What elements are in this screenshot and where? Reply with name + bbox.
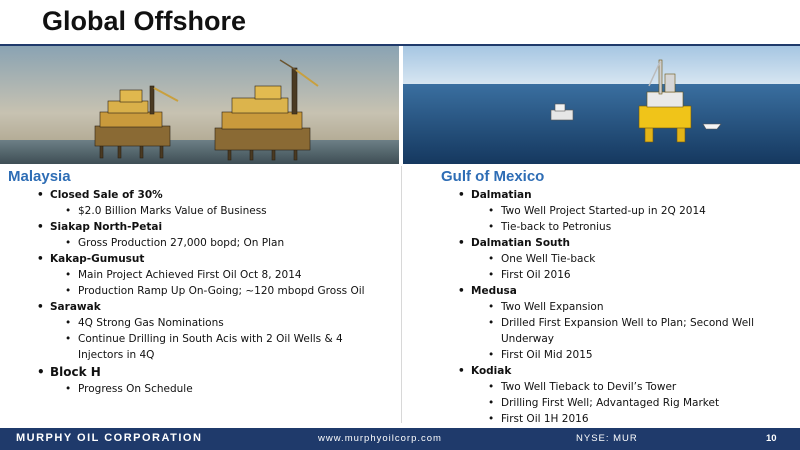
page-number: 10 [766,433,777,444]
list-item: • Closed Sale of 30% [50,187,400,203]
list-item: • Two Well Project Started-up in 2Q 2014 [501,203,800,219]
list-item: • 4Q Strong Gas Nominations [78,315,400,331]
list-item: • Sarawak [50,299,400,315]
list-item: • First Oil Mid 2015 [501,347,800,363]
list-item: • Block H [50,363,400,381]
list-item: • First Oil 2016 [501,267,800,283]
list-item: • Continue Drilling in South Acis with 2 Oil Wells & 4 Injectors in 4Q [78,331,358,363]
gulf-of-mexico-heading: Gulf of Mexico [441,168,545,185]
list-item: • Dalmatian South [471,235,800,251]
column-divider [401,166,402,423]
list-item: • First Oil 1H 2016 [501,411,800,427]
gulf-of-mexico-bullet-list [403,187,800,427]
website-url: www.murphyoilcorp.com [318,433,442,444]
page-title: Global Offshore [42,6,247,36]
list-item: • Dalmatian [471,187,800,203]
malaysia-heading: Malaysia [8,168,71,185]
list-item: • Medusa [471,283,800,299]
gulf-of-mexico-column [403,166,800,423]
list-item: • Two Well Tieback to Devil’s Tower [501,379,800,395]
list-item: • Two Well Expansion [501,299,800,315]
list-item: • Gross Production 27,000 bopd; On Plan [78,235,400,251]
list-item: • Siakap North-Petai [50,219,400,235]
malaysia-bullet-list [0,187,400,397]
stock-ticker: NYSE: MUR [576,433,638,444]
gulf-of-mexico-platform-photo [403,46,800,164]
malaysia-platforms-photo [0,46,399,164]
list-item: • Tie-back to Petronius [501,219,800,235]
list-item: • Kakap-Gumusut [50,251,400,267]
list-item: • $2.0 Billion Marks Value of Business [78,203,400,219]
list-item: • Drilling First Well; Advantaged Rig Market [501,395,800,411]
list-item: • Main Project Achieved First Oil Oct 8, 2014 [78,267,400,283]
list-item: • Production Ramp Up On-Going; ~120 mbopd Gross Oil [78,283,400,299]
list-item: • Progress On Schedule [78,381,400,397]
malaysia-column [0,166,400,423]
list-item: • One Well Tie-back [501,251,800,267]
list-item: • Kodiak [471,363,800,379]
footer-bar [0,428,800,450]
list-item: • Drilled First Expansion Well to Plan; Second Well Underway [501,315,800,347]
company-name: MURPHY OIL CORPORATION [16,432,203,444]
